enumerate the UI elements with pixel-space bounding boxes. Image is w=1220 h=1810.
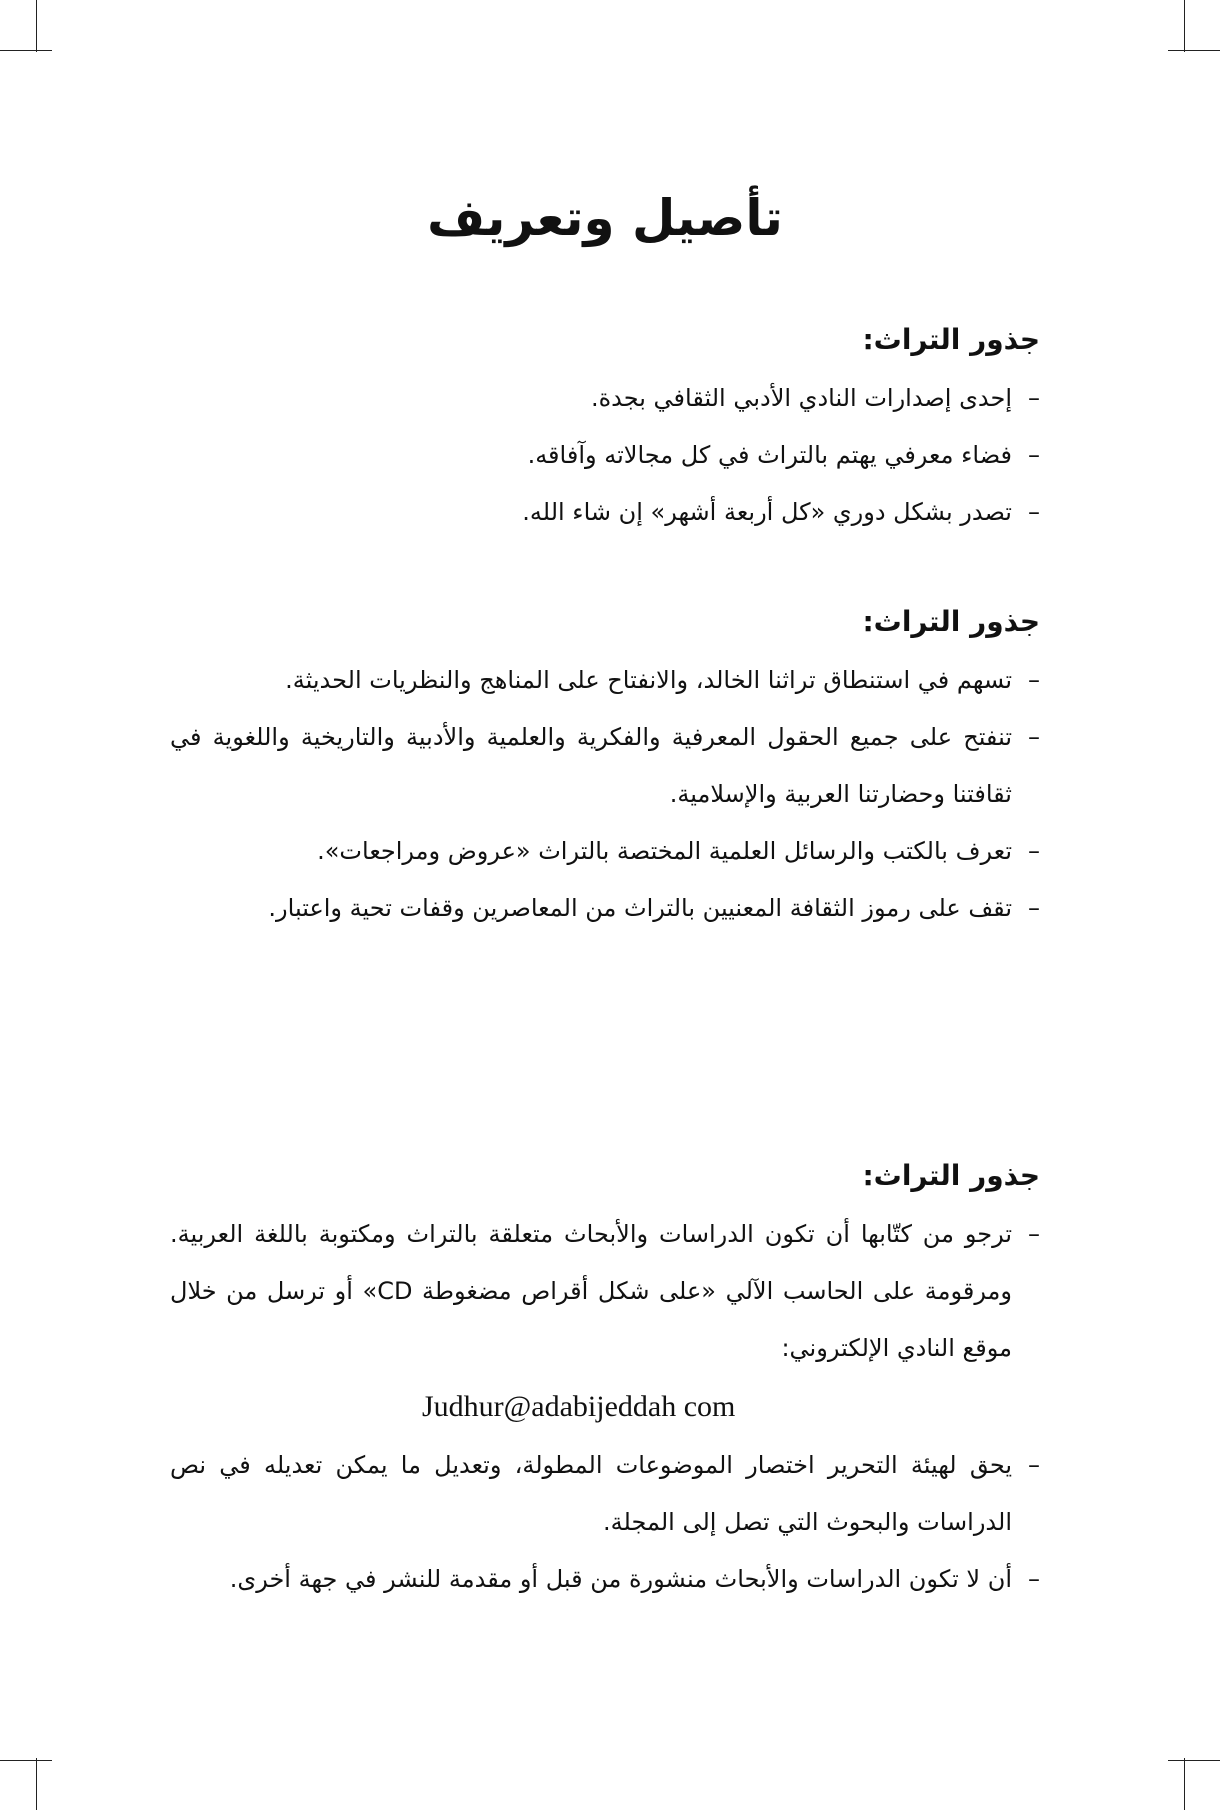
list-item-text: تسهم في استنطاق تراثنا الخالد، والانفتاح على المناهج والنظريات الحديثة.: [285, 666, 1012, 694]
list-item-text: فضاء معرفي يهتم بالتراث في كل مجالاته وآفاقه.: [527, 441, 1012, 469]
list-item: [170, 823, 1040, 880]
crop-mark-bottom-right-horizontal: [1168, 1760, 1220, 1761]
contact-email: Judhur@adabijeddah com: [422, 1390, 736, 1423]
section-submission-rules: [170, 1146, 1040, 1608]
list-item-text: تصدر بشكل دوري «كل أربعة أشهر» إن شاء الله.: [522, 498, 1012, 526]
crop-mark-top-left: [36, 0, 37, 52]
section-heading: جذور التراث:: [862, 323, 1040, 356]
list-item: [170, 880, 1040, 937]
list-item-text: تقف على رموز الثقافة المعنيين بالتراث من المعاصرين وقفات تحية واعتبار.: [268, 894, 1012, 922]
list-item-text: ترجو من كتّابها أن تكون الدراسات والأبحاث متعلقة بالتراث ومكتوبة باللغة العربية. ومرقومة على الحاسب الآلي «على شكل أقراص مضغوطة CD» أو ترسل من خلال موقع النادي الإلكتروني:: [170, 1220, 1013, 1362]
item-list: [170, 1437, 1040, 1608]
bullet-dash: –: [1028, 498, 1040, 526]
list-item-text: أن لا تكون الدراسات والأبحاث منشورة من قبل أو مقدمة للنشر في جهة أخرى.: [229, 1565, 1012, 1593]
list-item-text: تنفتح على جميع الحقول المعرفية والفكرية والعلمية والأدبية والتاريخية واللغوية في ثقافتنا وحضارتنا العربية والإسلامية.: [170, 723, 1012, 808]
crop-mark-top-right-horizontal: [1168, 50, 1220, 51]
bullet-dash: –: [1028, 666, 1040, 694]
list-item-text: إحدى إصدارات النادي الأدبي الثقافي بجدة.: [590, 384, 1012, 412]
list-item: [170, 652, 1040, 709]
list-item: [170, 1437, 1040, 1551]
list-item-text: يحق لهيئة التحرير اختصار الموضوعات المطولة، وتعديل ما يمكن تعديله في نص الدراسات والبحوث التي تصل إلى المجلة.: [170, 1451, 1012, 1536]
bullet-dash: –: [1028, 1451, 1040, 1479]
page-content: [170, 0, 1040, 1810]
item-list: [170, 1206, 1040, 1377]
bullet-dash: –: [1028, 1220, 1040, 1248]
section-goals: [170, 592, 1040, 937]
page-title: تأصيل وتعريف: [427, 189, 783, 247]
item-list: [170, 370, 1040, 541]
section-heading: جذور التراث:: [862, 605, 1040, 638]
section-about: [170, 310, 1040, 541]
list-item: [170, 370, 1040, 427]
section-heading: جذور التراث:: [862, 1159, 1040, 1192]
list-item-text: تعرف بالكتب والرسائل العلمية المختصة بالتراث «عروض ومراجعات».: [317, 837, 1012, 865]
list-item: [170, 1551, 1040, 1608]
list-item: [170, 709, 1040, 823]
bullet-dash: –: [1028, 384, 1040, 412]
list-item: [170, 427, 1040, 484]
bullet-dash: –: [1028, 723, 1040, 751]
crop-mark-top-left-horizontal: [0, 50, 52, 51]
list-item: [170, 1206, 1040, 1377]
crop-mark-bottom-right: [1184, 1758, 1185, 1810]
bullet-dash: –: [1028, 1565, 1040, 1593]
list-item: [170, 484, 1040, 541]
bullet-dash: –: [1028, 837, 1040, 865]
crop-mark-top-right: [1184, 0, 1185, 52]
crop-mark-bottom-left-horizontal: [0, 1760, 52, 1761]
bullet-dash: –: [1028, 894, 1040, 922]
crop-mark-bottom-left: [36, 1758, 37, 1810]
item-list: [170, 652, 1040, 937]
bullet-dash: –: [1028, 441, 1040, 469]
